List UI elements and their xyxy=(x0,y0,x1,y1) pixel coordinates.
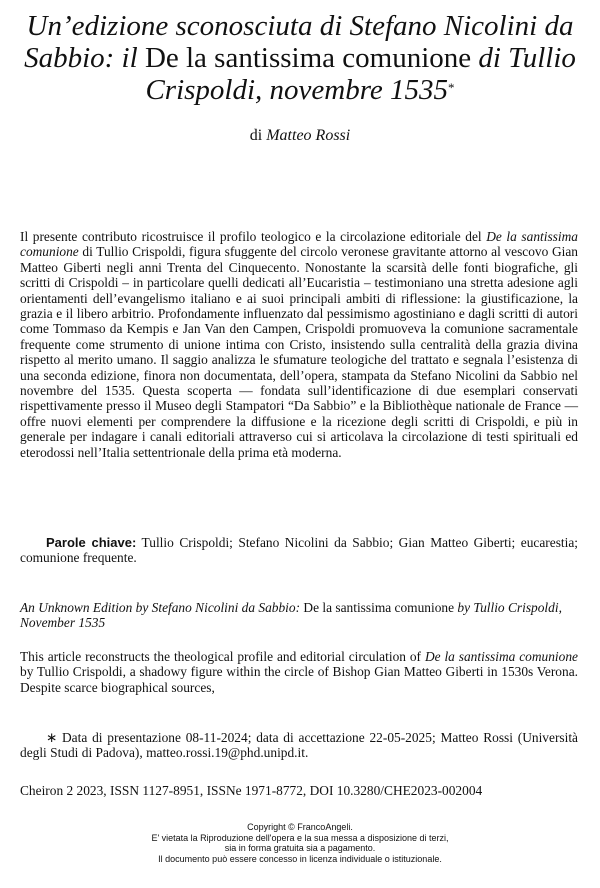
title-part-1: Un’edizione sconosciuta di Stefano Nicolini da Sabbio: il xyxy=(24,10,574,74)
copyright-line-2: E' vietata la Riproduzione dell'opera e la sua messa a disposizione di terzi, xyxy=(151,832,449,843)
english-title-part-2: by Tullio Crispoldi, November 1535 xyxy=(20,600,562,631)
title-footnote-mark: * xyxy=(448,80,455,95)
abstract-body: di Tullio Crispoldi, figura sfuggente del circolo veronese gravitante attorno al vescovo Gian Matteo Giberti negli anni Trenta del Cinquecento. Nonostante la scarsità delle fonti biografiche, gli scritti di Crispoldi – in particolare quelli dedicati all’Eucaristia – testimoniano una stretta adesione agli orientamenti dell’evangelismo italiano e ai suoi principali ambiti di riflessione: la giustificazione, la grazia e il libero arbitrio. Profondamente influenzato dal pessimismo agostiniano e dagli scritti di autori come Tommaso da Kempis e Jan Van den Campen, Crispoldi promuoveva la comunione sacramentale frequente come strumento di unione intima con Cristo, insistendo sulla centralità della grazia divina rispetto al merito umano. Il saggio analizza le sfumature teologiche del trattato e segnala l’esistenza di una seconda edizione, finora non documentata, dell’opera, stampata da Stefano Nicolini da Sabbio nel novembre del 1535. Questa scoperta — fondata sull’identificazione di due esemplari conservati rispettivamente presso il Museo degli Stampatori “Da Sabbio” e la Bibliothèque nationale de France — offre nuovi elementi per comprendere la diffusione e la ricezione degli scritti di Crispoldi, e più in generale per indagare i canali editoriali attraverso cui si articolava la circolazione di testi spirituali ed eterodossi nell’Italia settentrionale della prima età moderna. xyxy=(20,244,578,460)
keywords-text: Tullio Crispoldi; Stefano Nicolini da Sabbio; Gian Matteo Giberti; eucarestia; comunione frequente. xyxy=(20,535,579,566)
abstract-work-name: De la santissima comunione xyxy=(20,229,578,260)
author-name: Matteo Rossi xyxy=(266,127,351,144)
italian-abstract xyxy=(20,229,578,460)
byline-prefix: di xyxy=(249,127,267,144)
english-title xyxy=(20,600,578,631)
journal-citation: Cheiron 2 2023, ISSN 1127-8951, ISSNe 1971-8772, DOI 10.3280/CHE2023-002004 xyxy=(20,783,483,798)
title-work-name: De la santissima comunione xyxy=(144,42,472,74)
english-abstract-work-name: De la santissima comunione xyxy=(424,649,578,664)
footnote: ∗ Data di presentazione 08-11-2024; data di accettazione 22-05-2025; Matteo Rossi (Università degli Studi di Padova), matteo.rossi.19@phd.unipd.it. xyxy=(20,730,578,761)
byline xyxy=(0,127,600,145)
english-title-work-name: De la santissima comunione xyxy=(300,600,455,615)
english-abstract xyxy=(20,649,578,695)
title-part-2: di Tullio Crispoldi, novembre 1535 xyxy=(145,42,576,106)
english-abstract-lead: This article reconstructs the theological profile and editorial circulation of xyxy=(20,649,425,664)
keywords-label: Parole chiave: xyxy=(46,535,137,550)
keywords xyxy=(20,535,578,566)
copyright-line-1: Copyright © FrancoAngeli. xyxy=(247,822,353,832)
article-title xyxy=(20,10,580,106)
abstract-lead: Il presente contributo ricostruisce il profilo teologico e la circolazione editoriale del xyxy=(20,229,487,244)
copyright-line-4: Il documento può essere concesso in licenza individuale o istituzionale. xyxy=(158,853,442,864)
copyright-line-3: sia in forma gratuita sia a pagamento. xyxy=(224,843,376,854)
copyright-notice xyxy=(0,822,600,864)
english-title-part-1: An Unknown Edition by Stefano Nicolini da Sabbio: xyxy=(20,600,301,615)
english-abstract-body: by Tullio Crispoldi, a shadowy figure within the circle of Bishop Gian Matteo Giberti in 1530s Verona. Despite scarce biographical sources, xyxy=(20,664,578,695)
